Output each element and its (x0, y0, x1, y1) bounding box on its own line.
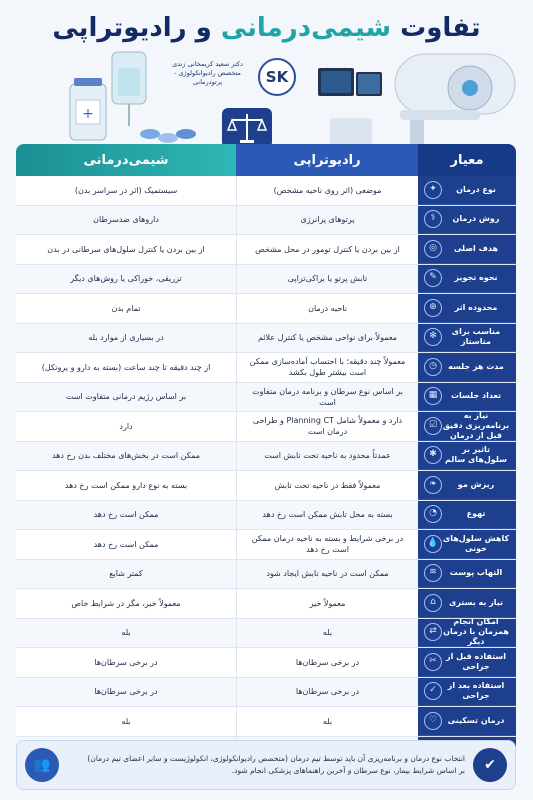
chemotherapy-cell: ممکن است رخ دهد (16, 530, 236, 559)
doctor-name (160, 60, 255, 87)
radiotherapy-cell: از بین بردن یا کنترل تومور در محل مشخص (236, 235, 418, 264)
criteria-cell (418, 235, 516, 264)
table-header (16, 144, 516, 176)
table-row (16, 235, 516, 265)
radiotherapy-cell: موضعی (اثر روی ناحیه مشخص) (236, 176, 418, 205)
criteria-icon: ⇄ (424, 623, 442, 641)
scale-icon (222, 108, 272, 148)
criteria-cell (418, 530, 516, 559)
criteria-icon: ⚕ (424, 210, 442, 228)
criteria-label: کاهش سلول‌های خونی (442, 533, 510, 553)
chemotherapy-cell: سیستمیک (اثر در سراسر بدن) (16, 176, 236, 205)
criteria-icon: ◔ (424, 505, 442, 523)
criteria-icon: ❧ (424, 476, 442, 494)
footer-note (16, 740, 516, 790)
criteria-cell (418, 324, 516, 353)
table-row (16, 560, 516, 590)
criteria-label: نحوه تجویز (454, 273, 498, 283)
radiotherapy-cell: معمولاً فقط در ناحیه تحت تابش (236, 471, 418, 500)
radiotherapy-cell: بسته به محل تابش ممکن است رخ دهد (236, 501, 418, 530)
criteria-cell (418, 619, 516, 648)
table-row (16, 206, 516, 236)
criteria-icon: ✱ (424, 446, 442, 464)
criteria-icon: ✓ (424, 682, 442, 700)
radiotherapy-cell: بله (236, 619, 418, 648)
chemotherapy-cell: در برخی سرطان‌ها (16, 648, 236, 677)
table-row (16, 294, 516, 324)
table-row (16, 707, 516, 737)
table-row (16, 265, 516, 295)
radiotherapy-cell: در برخی شرایط و بسته به ناحیه درمان ممکن است رخ دهد (236, 530, 418, 559)
chemotherapy-cell: معمولاً خیر، مگر در شرایط خاص (16, 589, 236, 618)
chemotherapy-cell: ممکن است در بخش‌های مختلف بدن رخ دهد (16, 442, 236, 471)
chemotherapy-cell: در برخی سرطان‌ها (16, 678, 236, 707)
table-row (16, 648, 516, 678)
chemotherapy-cell: بله (16, 707, 236, 736)
chemotherapy-cell: بسته به نوع دارو ممکن است رخ دهد (16, 471, 236, 500)
chemotherapy-cell: تزریقی، خوراکی یا روش‌های دیگر (16, 265, 236, 294)
criteria-cell (418, 353, 516, 382)
criteria-label: نوع درمان (456, 184, 496, 194)
criteria-cell (418, 707, 516, 736)
criteria-label: استفاده بعد از جراحی (447, 681, 505, 701)
chemotherapy-cell: داروهای ضدسرطان (16, 206, 236, 235)
table-row (16, 589, 516, 619)
chemotherapy-cell: در بسیاری از موارد بله (16, 324, 236, 353)
radiotherapy-cell: پرتوهای پرانرژی (236, 206, 418, 235)
radiotherapy-cell: معمولاً خیر (236, 589, 418, 618)
criteria-label: روش درمان (452, 214, 500, 224)
header-criteria: معیار (418, 144, 516, 176)
radiotherapy-cell: بر اساس نوع سرطان و برنامه درمان متفاوت است (236, 383, 418, 412)
criteria-label: هدف اصلی (453, 243, 499, 253)
table-row (16, 501, 516, 531)
radiotherapy-cell: در برخی سرطان‌ها (236, 648, 418, 677)
radiotherapy-cell: تابش پرتو یا براکی‌تراپی (236, 265, 418, 294)
criteria-label: مدت هر جلسه (448, 361, 504, 371)
footer-line1: انتخاب نوع درمان و برنامه‌ریزی آن باید توسط تیم درمان (متخصص رادیوانکولوژی، انکولوژیست و سایر اعضای تیم درمان) (87, 754, 465, 763)
criteria-label: نیاز به بستری (448, 597, 504, 607)
logo-subtitle: متخصص رادیوانکولوژی - پرتودرمانی (174, 69, 241, 86)
table-row (16, 383, 516, 413)
title-part2: و رادیوتراپی (52, 13, 212, 43)
criteria-icon: ☑ (424, 417, 442, 435)
chemotherapy-cell: کمتر شایع (16, 560, 236, 589)
table-row (16, 442, 516, 472)
criteria-label: محدوده اثر (454, 302, 498, 312)
radiotherapy-cell: در برخی سرطان‌ها (236, 678, 418, 707)
criteria-label: التهاب پوست (449, 568, 503, 578)
title-part1: تفاوت (400, 13, 481, 43)
criteria-label: تهوع (466, 509, 486, 519)
criteria-label: درمان تسکینی (447, 715, 505, 725)
radiotherapy-cell: ناحیه درمان (236, 294, 418, 323)
radiotherapy-cell: عمدتاً محدود به ناحیه تحت تابش است (236, 442, 418, 471)
table-row (16, 176, 516, 206)
criteria-icon: ✻ (424, 328, 442, 346)
table-row (16, 412, 516, 442)
criteria-icon: ✦ (424, 181, 442, 199)
criteria-cell (418, 176, 516, 205)
criteria-icon: ◷ (424, 358, 442, 376)
chemotherapy-cell: دارد (16, 412, 236, 441)
title-highlight: شیمی‌درمانی (220, 13, 392, 43)
radiotherapy-cell: معمولاً چند دقیقه؛ با احتساب آماده‌سازی ممکن است بیشتر طول بکشد (236, 353, 418, 382)
criteria-label: ریزش مو (457, 479, 495, 489)
criteria-cell (418, 560, 516, 589)
team-icon: 👥 (25, 748, 59, 782)
criteria-icon: ≋ (424, 564, 442, 582)
criteria-cell (418, 265, 516, 294)
criteria-label: استفاده قبل از جراحی (445, 651, 507, 671)
criteria-label: نیاز به برنامه‌ریزی دقیق قبل از درمان (442, 410, 510, 440)
radiotherapy-cell: دارد و معمولاً شامل Planning CT و طراحی درمان است (236, 412, 418, 441)
chemotherapy-cell: تمام بدن (16, 294, 236, 323)
table-body (16, 176, 516, 766)
logo-badge: SK (258, 58, 296, 96)
logo-name: دکتر سعید کریمخانی زندی (172, 60, 243, 68)
criteria-label: تعداد جلسات (451, 391, 501, 401)
criteria-cell (418, 471, 516, 500)
chemotherapy-cell: بر اساس رژیم درمانی متفاوت است (16, 383, 236, 412)
criteria-cell (418, 206, 516, 235)
header-chemotherapy: شیمی‌درمانی (16, 144, 236, 176)
header-radiotherapy: رادیوتراپی (236, 144, 418, 176)
footer-line2: بر اساس شرایط بیمار، نوع سرطان و آخرین راهنماهای پزشکی انجام شود. (231, 766, 465, 775)
chemotherapy-cell: از بین بردن یا کنترل سلول‌های سرطانی در بدن (16, 235, 236, 264)
criteria-cell (418, 648, 516, 677)
radiotherapy-cell: بله (236, 707, 418, 736)
criteria-label: مناسب برای متاستاز (451, 327, 501, 347)
criteria-cell (418, 383, 516, 412)
chemotherapy-cell: بله (16, 619, 236, 648)
criteria-icon: ⌂ (424, 594, 442, 612)
table-row (16, 353, 516, 383)
radiotherapy-cell: معمولاً برای نواحی مشخص یا کنترل علائم (236, 324, 418, 353)
chemotherapy-cell: ممکن است رخ دهد (16, 501, 236, 530)
radiotherapy-cell: ممکن است در ناحیه تابش ایجاد شود (236, 560, 418, 589)
page-title (0, 10, 533, 46)
criteria-icon: ◎ (424, 240, 442, 258)
table-row (16, 324, 516, 354)
table-row (16, 619, 516, 649)
comparison-table (16, 144, 516, 766)
svg-text:+: + (82, 106, 94, 122)
criteria-icon: 💧 (424, 535, 442, 553)
criteria-icon: ♡ (424, 712, 442, 730)
criteria-cell (418, 442, 516, 471)
shield-icon: ✔ (473, 748, 507, 782)
criteria-cell (418, 501, 516, 530)
criteria-cell (418, 589, 516, 618)
table-row (16, 678, 516, 708)
criteria-icon: ▦ (424, 387, 442, 405)
criteria-label: امکان انجام همزمان با درمان دیگر (443, 617, 509, 647)
criteria-icon: ✎ (424, 269, 442, 287)
criteria-icon: ⊕ (424, 299, 442, 317)
criteria-label: تاثیر بر سلول‌های سالم (445, 445, 507, 465)
chemotherapy-cell: از چند دقیقه تا چند ساعت (بسته به دارو و پروتکل) (16, 353, 236, 382)
criteria-cell (418, 678, 516, 707)
criteria-icon: ✂ (424, 653, 442, 671)
table-row (16, 471, 516, 501)
criteria-cell (418, 294, 516, 323)
criteria-cell (418, 412, 516, 441)
table-row (16, 530, 516, 560)
footer-text (67, 753, 465, 777)
